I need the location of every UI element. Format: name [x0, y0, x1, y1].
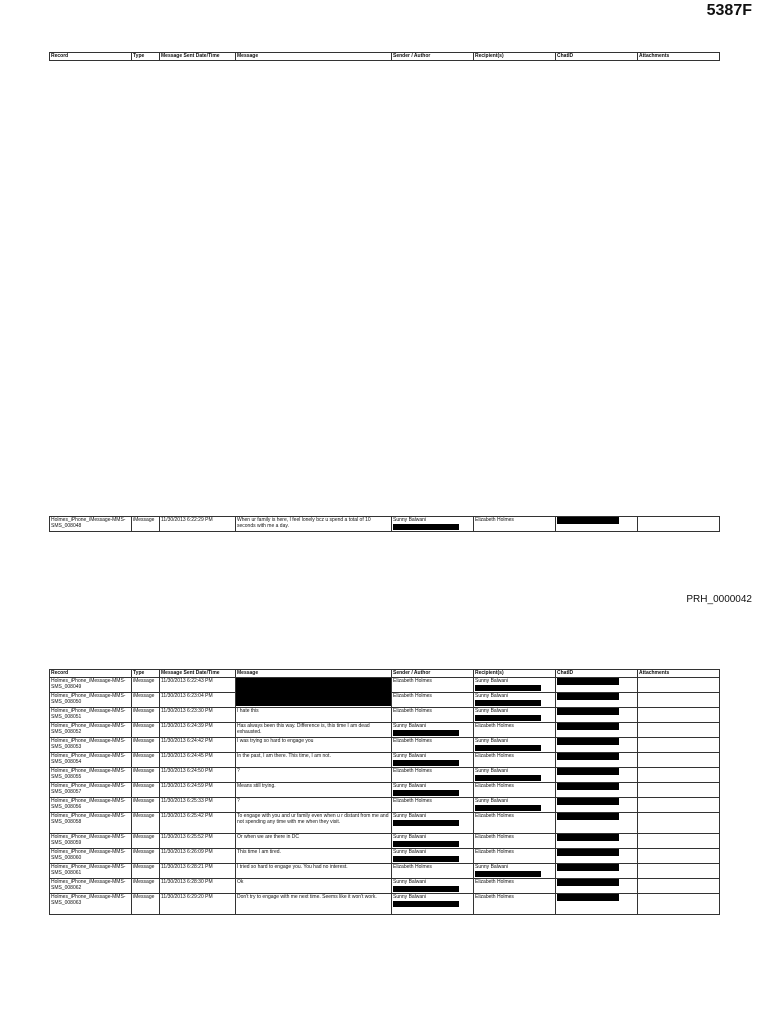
- table-row: [50, 798, 720, 813]
- recipient-name: Sunny Balwani: [475, 798, 509, 804]
- column-header: Message: [236, 670, 392, 678]
- redaction-box: [475, 745, 541, 751]
- redaction-box: [557, 849, 619, 856]
- redaction-box: [557, 768, 619, 775]
- redaction-box: [393, 886, 459, 892]
- table-row: [50, 517, 720, 532]
- recipients-cell: [474, 708, 556, 723]
- message-cell: This time I am tired.: [236, 849, 392, 864]
- redaction-box: [393, 901, 459, 907]
- chatid-cell: [556, 708, 638, 723]
- table-row: [50, 708, 720, 723]
- type-cell: iMessage: [132, 723, 160, 738]
- recipient-name: Elizabeth Holmes: [475, 849, 514, 855]
- message-cell: Has always been this way. Difference is, this time I am dead exhausted.: [236, 723, 392, 738]
- recipient-name: Sunny Balwani: [475, 738, 509, 744]
- redaction-box: [393, 790, 459, 796]
- chatid-cell: [556, 693, 638, 708]
- sender-cell: [392, 894, 474, 915]
- redaction-box: [393, 760, 459, 766]
- datetime-cell: 11/30/2013 6:25:52 PM: [160, 834, 236, 849]
- column-header: ChatID: [556, 53, 638, 61]
- chatid-cell: [556, 849, 638, 864]
- redaction-box: [557, 678, 619, 685]
- message-cell: Ok: [236, 879, 392, 894]
- datetime-cell: 11/30/2013 6:23:30 PM: [160, 708, 236, 723]
- redaction-box: [557, 708, 619, 715]
- redaction-box: [557, 864, 619, 871]
- record-cell: Holmes_iPhone_iMessage-MMS-SMS_008049: [50, 678, 132, 693]
- column-header: ChatID: [556, 670, 638, 678]
- sender-cell: [392, 753, 474, 768]
- attachments-cell: [638, 849, 720, 864]
- record-cell: Holmes_iPhone_iMessage-MMS-SMS_008058: [50, 813, 132, 834]
- chatid-cell: [556, 864, 638, 879]
- table-row: [50, 753, 720, 768]
- redaction-box: [393, 730, 459, 736]
- recipient-name: Elizabeth Holmes: [475, 894, 514, 900]
- message-cell: I hate this: [236, 708, 392, 723]
- attachments-cell: [638, 753, 720, 768]
- redaction-box: [236, 678, 391, 706]
- recipient-name: Elizabeth Holmes: [475, 834, 514, 840]
- column-header: Recipient(s): [474, 53, 556, 61]
- attachments-cell: [638, 693, 720, 708]
- redaction-box: [557, 894, 619, 901]
- sender-cell: [392, 798, 474, 813]
- datetime-cell: 11/30/2013 6:23:04 PM: [160, 693, 236, 708]
- record-cell: Holmes_iPhone_iMessage-MMS-SMS_008048: [50, 517, 132, 532]
- column-header: Attachments: [638, 53, 720, 61]
- recipients-cell: [474, 678, 556, 693]
- recipient-name: Sunny Balwani: [475, 693, 509, 699]
- redaction-box: [557, 813, 619, 820]
- bates-number: PRH_0000042: [686, 594, 752, 605]
- sender-cell: [392, 693, 474, 708]
- type-cell: iMessage: [132, 517, 160, 532]
- table-row: [50, 894, 720, 915]
- type-cell: iMessage: [132, 813, 160, 834]
- message-cell: Or when we are there in DC: [236, 834, 392, 849]
- recipient-name: Elizabeth Holmes: [475, 879, 514, 885]
- recipient-name: Elizabeth Holmes: [475, 813, 514, 819]
- attachments-cell: [638, 708, 720, 723]
- datetime-cell: 11/30/2013 6:24:50 PM: [160, 768, 236, 783]
- sender-name: Elizabeth Holmes: [393, 798, 432, 804]
- sender-name: Elizabeth Holmes: [393, 738, 432, 744]
- redaction-box: [475, 805, 541, 811]
- redaction-box: [557, 738, 619, 745]
- recipient-name: Sunny Balwani: [475, 768, 509, 774]
- attachments-cell: [638, 517, 720, 532]
- chatid-cell: [556, 723, 638, 738]
- sender-name: Elizabeth Holmes: [393, 678, 432, 684]
- redaction-box: [475, 775, 541, 781]
- sender-cell: [392, 768, 474, 783]
- recipients-cell: [474, 834, 556, 849]
- sender-cell: [392, 879, 474, 894]
- column-header: Sender / Author: [392, 53, 474, 61]
- type-cell: iMessage: [132, 894, 160, 915]
- record-cell: Holmes_iPhone_iMessage-MMS-SMS_008052: [50, 723, 132, 738]
- redaction-box: [557, 753, 619, 760]
- attachments-cell: [638, 894, 720, 915]
- redaction-box: [475, 700, 541, 706]
- sender-name: Sunny Balwani: [393, 813, 427, 819]
- recipients-cell: [474, 693, 556, 708]
- record-cell: Holmes_iPhone_iMessage-MMS-SMS_008055: [50, 768, 132, 783]
- recipients-cell: [474, 783, 556, 798]
- sender-cell: [392, 738, 474, 753]
- attachments-cell: [638, 738, 720, 753]
- datetime-cell: 11/30/2013 6:22:29 PM: [160, 517, 236, 532]
- sender-cell: [392, 813, 474, 834]
- sender-name: Sunny Balwani: [393, 753, 427, 759]
- sender-cell: [392, 864, 474, 879]
- chatid-cell: [556, 879, 638, 894]
- message-cell: I was trying so hard to engage you: [236, 738, 392, 753]
- chatid-cell: [556, 517, 638, 532]
- attachments-cell: [638, 723, 720, 738]
- sender-cell: [392, 723, 474, 738]
- message-cell: To engage with you and ur family even when u r distant from me and not spending any time with me when they visit.: [236, 813, 392, 834]
- chatid-cell: [556, 798, 638, 813]
- sender-name: Sunny Balwani: [393, 783, 427, 789]
- chatid-cell: [556, 894, 638, 915]
- column-header-row: [50, 670, 720, 678]
- datetime-cell: 11/30/2013 6:24:59 PM: [160, 783, 236, 798]
- column-header-row: [50, 53, 720, 61]
- type-cell: iMessage: [132, 798, 160, 813]
- sender-name: Sunny Balwani: [393, 517, 427, 523]
- type-cell: iMessage: [132, 693, 160, 708]
- message-cell: [236, 678, 392, 708]
- sender-cell: [392, 678, 474, 693]
- column-header: Attachments: [638, 670, 720, 678]
- recipients-cell: [474, 798, 556, 813]
- column-header: Type: [132, 670, 160, 678]
- sender-name: Sunny Balwani: [393, 723, 427, 729]
- column-header: Record: [50, 670, 132, 678]
- table-row: [50, 879, 720, 894]
- message-cell: When ur family is here, I feel lonely bcz u spend a total of 10 seconds with me a day.: [236, 517, 392, 532]
- type-cell: iMessage: [132, 708, 160, 723]
- sender-name: Elizabeth Holmes: [393, 864, 432, 870]
- redaction-box: [557, 834, 619, 841]
- redaction-box: [557, 798, 619, 805]
- chatid-cell: [556, 834, 638, 849]
- sender-name: Sunny Balwani: [393, 879, 427, 885]
- sender-cell: [392, 783, 474, 798]
- redaction-box: [393, 841, 459, 847]
- chatid-cell: [556, 813, 638, 834]
- sender-name: Elizabeth Holmes: [393, 693, 432, 699]
- column-header: Message Sent Date/Time: [160, 53, 236, 61]
- sender-cell: [392, 849, 474, 864]
- chatid-cell: [556, 678, 638, 693]
- message-log-table: [49, 669, 720, 915]
- recipient-name: Elizabeth Holmes: [475, 783, 514, 789]
- column-header: Recipient(s): [474, 670, 556, 678]
- record-cell: Holmes_iPhone_iMessage-MMS-SMS_008054: [50, 753, 132, 768]
- record-cell: Holmes_iPhone_iMessage-MMS-SMS_008059: [50, 834, 132, 849]
- type-cell: iMessage: [132, 678, 160, 693]
- sender-name: Elizabeth Holmes: [393, 768, 432, 774]
- recipient-name: Sunny Balwani: [475, 678, 509, 684]
- sender-cell: [392, 708, 474, 723]
- recipients-cell: [474, 849, 556, 864]
- redaction-box: [475, 871, 541, 877]
- datetime-cell: 11/30/2013 6:26:09 PM: [160, 849, 236, 864]
- table-row: [50, 723, 720, 738]
- type-cell: iMessage: [132, 879, 160, 894]
- datetime-cell: 11/30/2013 6:28:30 PM: [160, 879, 236, 894]
- recipient-name: Sunny Balwani: [475, 708, 509, 714]
- attachments-cell: [638, 768, 720, 783]
- attachments-cell: [638, 678, 720, 693]
- sender-name: Elizabeth Holmes: [393, 708, 432, 714]
- sender-name: Sunny Balwani: [393, 894, 427, 900]
- redaction-box: [393, 524, 459, 530]
- type-cell: iMessage: [132, 768, 160, 783]
- message-cell: In the past, I am there. This time, I am not.: [236, 753, 392, 768]
- recipients-cell: [474, 768, 556, 783]
- table-row: [50, 783, 720, 798]
- recipients-cell: [474, 753, 556, 768]
- record-cell: Holmes_iPhone_iMessage-MMS-SMS_008057: [50, 783, 132, 798]
- record-cell: Holmes_iPhone_iMessage-MMS-SMS_008063: [50, 894, 132, 915]
- recipients-cell: [474, 723, 556, 738]
- attachments-cell: [638, 864, 720, 879]
- type-cell: iMessage: [132, 738, 160, 753]
- sender-cell: [392, 834, 474, 849]
- attachments-cell: [638, 813, 720, 834]
- attachments-cell: [638, 834, 720, 849]
- message-cell: Don't try to engage with me next time. Seems like it won't work.: [236, 894, 392, 915]
- redaction-box: [475, 715, 541, 721]
- chatid-cell: [556, 738, 638, 753]
- table-row: [50, 738, 720, 753]
- redaction-box: [393, 820, 459, 826]
- redaction-box: [557, 783, 619, 790]
- record-cell: Holmes_iPhone_iMessage-MMS-SMS_008062: [50, 879, 132, 894]
- message-cell: I tried so hard to engage you. You had no interest.: [236, 864, 392, 879]
- redaction-box: [557, 879, 619, 886]
- record-cell: Holmes_iPhone_iMessage-MMS-SMS_008051: [50, 708, 132, 723]
- datetime-cell: 11/30/2013 6:24:42 PM: [160, 738, 236, 753]
- table-row: [50, 834, 720, 849]
- datetime-cell: 11/30/2013 6:29:20 PM: [160, 894, 236, 915]
- column-header: Message: [236, 53, 392, 61]
- recipients-cell: [474, 894, 556, 915]
- datetime-cell: 11/30/2013 6:28:21 PM: [160, 864, 236, 879]
- recipients-cell: [474, 813, 556, 834]
- message-cell: ?: [236, 798, 392, 813]
- recipients-cell: [474, 738, 556, 753]
- recipient-name: Elizabeth Holmes: [475, 753, 514, 759]
- column-header: Message Sent Date/Time: [160, 670, 236, 678]
- sender-name: Sunny Balwani: [393, 834, 427, 840]
- column-header: Type: [132, 53, 160, 61]
- type-cell: iMessage: [132, 783, 160, 798]
- datetime-cell: 11/30/2013 6:25:42 PM: [160, 813, 236, 834]
- table-row: [50, 678, 720, 693]
- single-message-table: [49, 516, 720, 532]
- table-row: [50, 813, 720, 834]
- sender-name: Sunny Balwani: [393, 849, 427, 855]
- attachments-cell: [638, 783, 720, 798]
- record-cell: Holmes_iPhone_iMessage-MMS-SMS_008060: [50, 849, 132, 864]
- recipient-name: Elizabeth Holmes: [475, 723, 514, 729]
- column-header: Record: [50, 53, 132, 61]
- redaction-box: [557, 723, 619, 730]
- chatid-cell: [556, 768, 638, 783]
- type-cell: iMessage: [132, 864, 160, 879]
- datetime-cell: 11/30/2013 6:24:39 PM: [160, 723, 236, 738]
- message-cell: Means still trying.: [236, 783, 392, 798]
- chatid-cell: [556, 753, 638, 768]
- type-cell: iMessage: [132, 753, 160, 768]
- datetime-cell: 11/30/2013 6:22:43 PM: [160, 678, 236, 693]
- sender-cell: [392, 517, 474, 532]
- redaction-box: [393, 856, 459, 862]
- chatid-cell: [556, 783, 638, 798]
- recipient-name: Sunny Balwani: [475, 864, 509, 870]
- attachments-cell: [638, 798, 720, 813]
- record-cell: Holmes_iPhone_iMessage-MMS-SMS_008061: [50, 864, 132, 879]
- type-cell: iMessage: [132, 849, 160, 864]
- attachments-cell: [638, 879, 720, 894]
- table-row: [50, 768, 720, 783]
- message-cell: ?: [236, 768, 392, 783]
- record-cell: Holmes_iPhone_iMessage-MMS-SMS_008053: [50, 738, 132, 753]
- column-header: Sender / Author: [392, 670, 474, 678]
- record-cell: Holmes_iPhone_iMessage-MMS-SMS_008056: [50, 798, 132, 813]
- table-row: [50, 849, 720, 864]
- redaction-box: [557, 693, 619, 700]
- redaction-box: [475, 685, 541, 691]
- type-cell: iMessage: [132, 834, 160, 849]
- header-only-table: [49, 52, 720, 61]
- recipients-cell: [474, 864, 556, 879]
- table-row: [50, 864, 720, 879]
- page-stamp: 5387F: [706, 2, 752, 19]
- record-cell: Holmes_iPhone_iMessage-MMS-SMS_008050: [50, 693, 132, 708]
- recipients-cell: [474, 879, 556, 894]
- recipients-cell: Elizabeth Holmes: [474, 517, 556, 532]
- redaction-box: [557, 517, 619, 524]
- datetime-cell: 11/30/2013 6:24:45 PM: [160, 753, 236, 768]
- datetime-cell: 11/30/2013 6:25:33 PM: [160, 798, 236, 813]
